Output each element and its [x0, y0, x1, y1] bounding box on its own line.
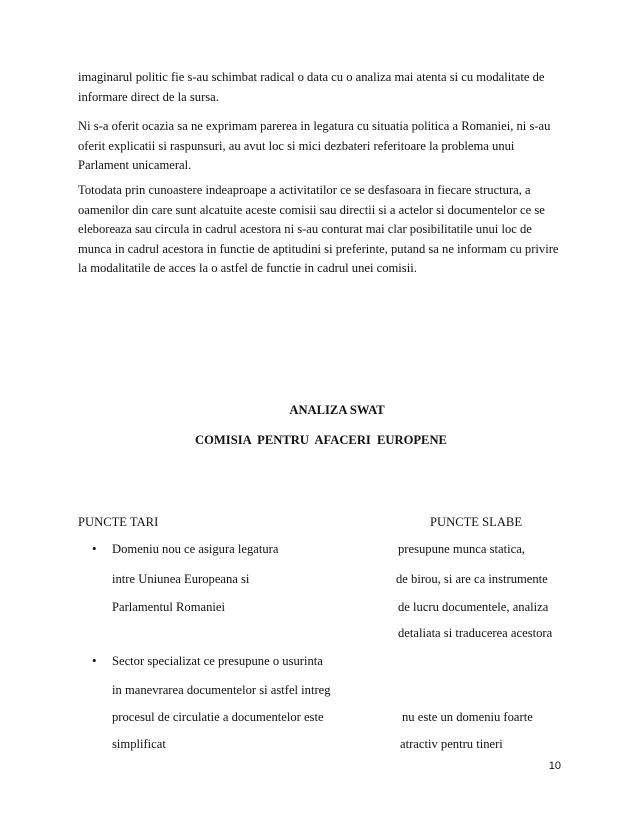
bullet-point: •	[92, 541, 97, 556]
weaknesses-heading: PUNCTE SLABE	[430, 515, 523, 529]
strength-line: Domeniu nou ce asigura legatura	[112, 542, 279, 556]
bullet-point: •	[92, 653, 97, 668]
strength-line: Parlamentul Romaniei	[112, 600, 225, 614]
strength-line: intre Uniunea Europeana si	[112, 572, 250, 586]
paragraph-exprimare: Ni s-a oferit ocazia sa ne exprimam parerea in legatura cu situatia politica a Romaniei, ni s-au oferit explicatii si raspunsuri, au avut loc si mici dezbateri referitoare la problema unui Parlament unicameral.	[78, 119, 551, 172]
commission-title: COMISIA PENTRU AFACERI EUROPENE	[195, 433, 447, 447]
weakness-line: atractiv pentru tineri	[400, 737, 503, 751]
paragraph-informare: imaginarul politic fie s-au schimbat radical o data cu o analiza mai atenta si cu modalitate de informare direct de la sursa.	[78, 70, 545, 104]
page-number: 10	[548, 760, 561, 772]
weakness-line: nu este un domeniu foarte	[402, 710, 533, 724]
strength-line: Sector specializat ce presupune o usurinta	[112, 654, 323, 668]
strengths-heading: PUNCTE TARI	[78, 515, 159, 529]
strength-line: in manevrarea documentelor si astfel intreg	[112, 683, 331, 697]
weakness-line: de lucru documentele, analiza	[398, 600, 549, 614]
strength-line: procesul de circulatie a documentelor este	[112, 710, 324, 724]
weakness-line: detaliata si traducerea acestora	[398, 626, 553, 640]
paragraph-activitati: Totodata prin cunoastere indeaproape a activitatilor ce se desfasoara in fiecare structura, a oamenilor din care sunt alcatuite aceste comisii sau directii si a actelor si documentelor ce se eleboreaza sau circula in cadrul acestora ni s-au conturat mai clar posibilitatile unui loc de munca in cadrul acestora in functie de aptitudini si preferinte, putand sa ne informam cu privire la modalitatile de acces la o astfel de functie in cadrul unei comisii.	[78, 183, 559, 275]
weakness-line: presupune munca statica,	[398, 542, 525, 556]
strength-line: simplificat	[112, 737, 166, 751]
weakness-line: de birou, si are ca instrumente	[396, 572, 548, 586]
swat-title: ANALIZA SWAT	[289, 403, 385, 417]
